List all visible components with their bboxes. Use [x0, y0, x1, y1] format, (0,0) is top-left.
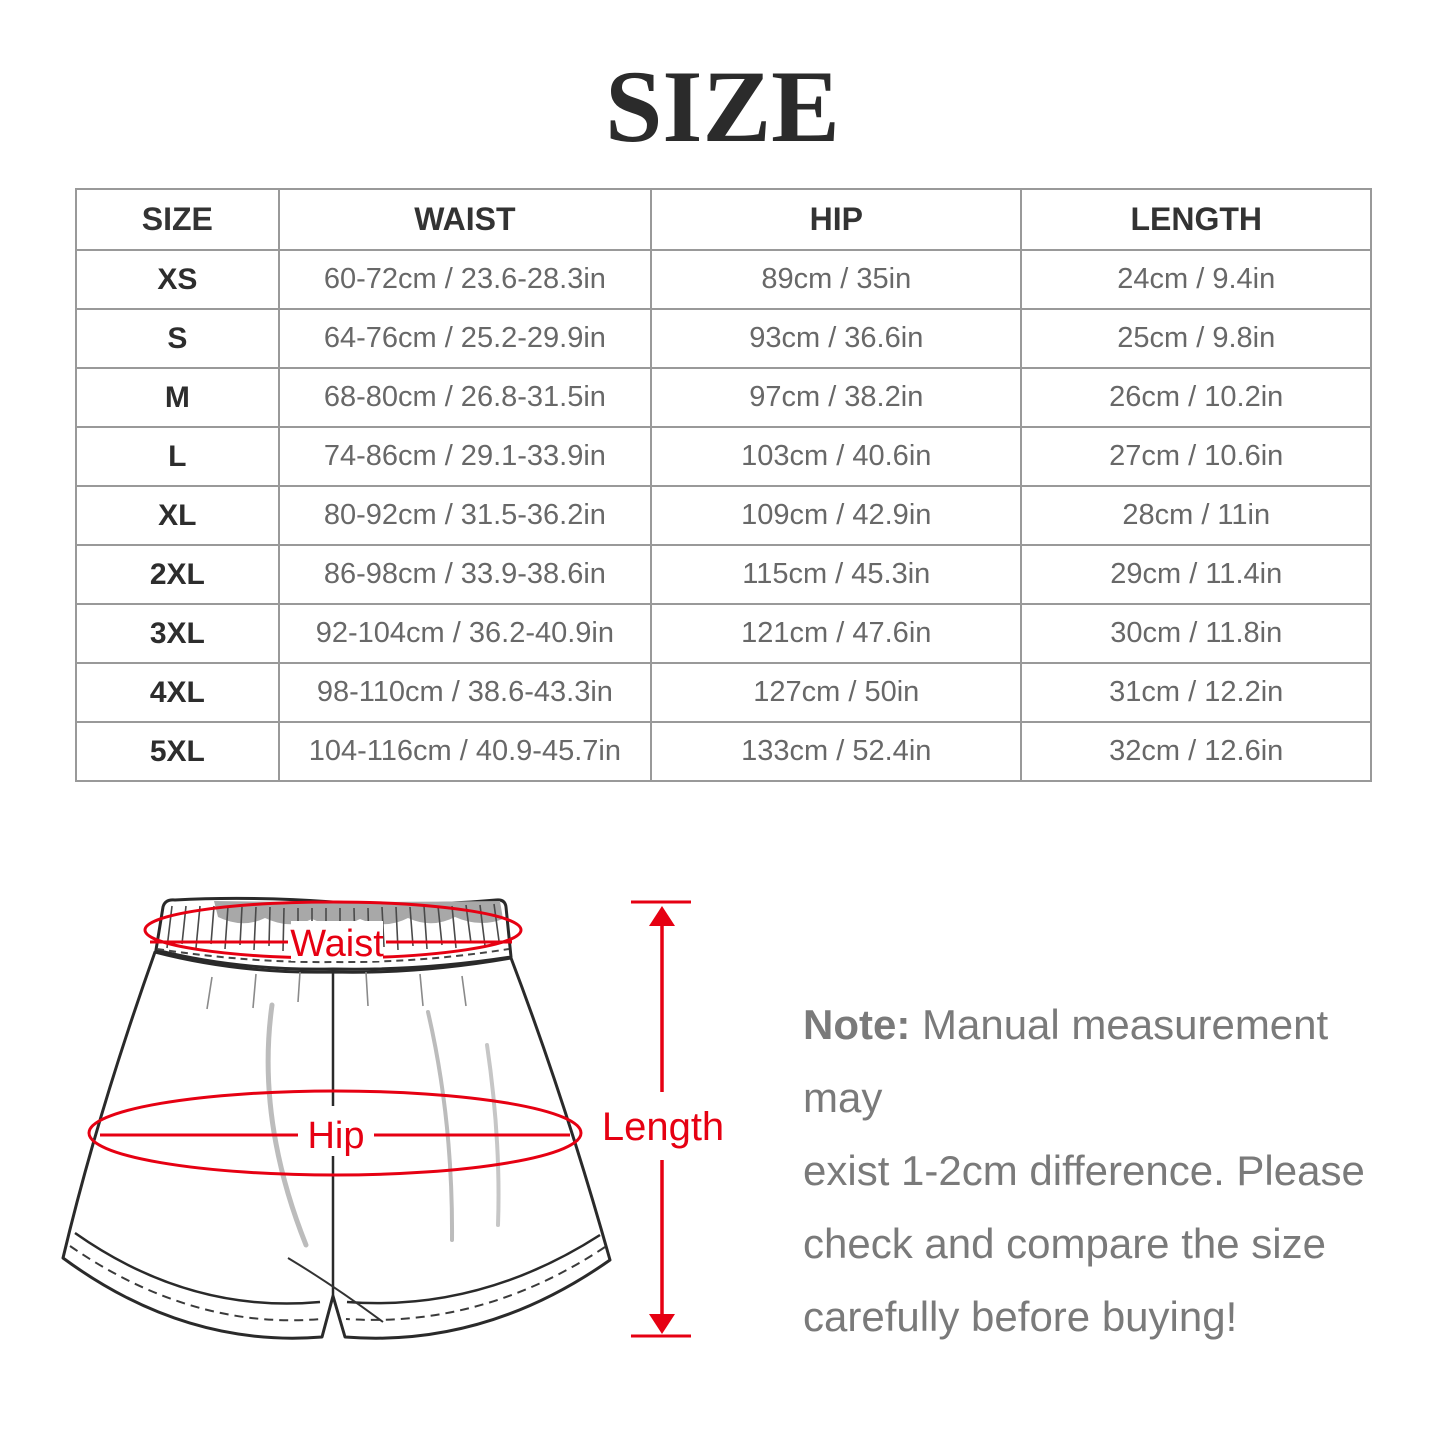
table-row — [76, 722, 1371, 781]
length-label: Length — [601, 1105, 725, 1149]
waist-cell: 104-116cm / 40.9-45.7in — [279, 722, 651, 781]
note-line1-rest: Manual measurement may — [803, 1001, 1329, 1121]
table-header-hip: HIP — [651, 189, 1021, 250]
hip-cell: 93cm / 36.6in — [651, 309, 1021, 368]
length-cell: 27cm / 10.6in — [1021, 427, 1371, 486]
hip-cell: 115cm / 45.3in — [651, 545, 1021, 604]
waist-cell: 80-92cm / 31.5-36.2in — [279, 486, 651, 545]
waist-cell: 98-110cm / 38.6-43.3in — [279, 663, 651, 722]
table-row — [76, 545, 1371, 604]
waist-cell: 68-80cm / 26.8-31.5in — [279, 368, 651, 427]
waist-cell: 92-104cm / 36.2-40.9in — [279, 604, 651, 663]
size-cell: 2XL — [76, 545, 279, 604]
size-cell: L — [76, 427, 279, 486]
table-header-row — [76, 189, 1371, 250]
note-line — [803, 988, 1378, 1134]
page-title: SIZE — [605, 50, 840, 164]
size-cell: XL — [76, 486, 279, 545]
hip-label: Hip — [307, 1115, 365, 1157]
waist-label: Waist — [290, 923, 384, 965]
size-cell: 5XL — [76, 722, 279, 781]
table-row — [76, 368, 1371, 427]
table-row — [76, 604, 1371, 663]
waist-cell: 74-86cm / 29.1-33.9in — [279, 427, 651, 486]
length-arrowhead-down — [649, 1314, 675, 1334]
table-header-size: SIZE — [76, 189, 279, 250]
length-cell: 25cm / 9.8in — [1021, 309, 1371, 368]
table-header-length: LENGTH — [1021, 189, 1371, 250]
length-cell: 31cm / 12.2in — [1021, 663, 1371, 722]
size-cell: M — [76, 368, 279, 427]
length-cell: 28cm / 11in — [1021, 486, 1371, 545]
hip-cell: 109cm / 42.9in — [651, 486, 1021, 545]
shorts-diagram — [0, 860, 760, 1445]
size-cell: 3XL — [76, 604, 279, 663]
size-table — [75, 188, 1372, 782]
waist-cell: 64-76cm / 25.2-29.9in — [279, 309, 651, 368]
length-cell: 26cm / 10.2in — [1021, 368, 1371, 427]
size-cell: S — [76, 309, 279, 368]
length-cell: 32cm / 12.6in — [1021, 722, 1371, 781]
size-cell: 4XL — [76, 663, 279, 722]
table-row — [76, 309, 1371, 368]
hip-cell: 121cm / 47.6in — [651, 604, 1021, 663]
hip-cell: 89cm / 35in — [651, 250, 1021, 309]
length-cell: 29cm / 11.4in — [1021, 545, 1371, 604]
table-row — [76, 427, 1371, 486]
table-row — [76, 486, 1371, 545]
note-line: carefully before buying! — [803, 1293, 1238, 1340]
table-row — [76, 663, 1371, 722]
note-line: check and compare the size — [803, 1220, 1326, 1267]
hip-cell: 97cm / 38.2in — [651, 368, 1021, 427]
note-label: Note: — [803, 1001, 911, 1048]
length-arrowhead-up — [649, 906, 675, 926]
hip-cell: 127cm / 50in — [651, 663, 1021, 722]
table-row — [76, 250, 1371, 309]
note-line: exist 1-2cm difference. Please — [803, 1147, 1365, 1194]
hip-cell: 133cm / 52.4in — [651, 722, 1021, 781]
size-cell: XS — [76, 250, 279, 309]
note-text — [803, 988, 1378, 1353]
table-header-waist: WAIST — [279, 189, 651, 250]
waist-cell: 60-72cm / 23.6-28.3in — [279, 250, 651, 309]
hip-cell: 103cm / 40.6in — [651, 427, 1021, 486]
length-arrow — [602, 902, 724, 1336]
length-cell: 30cm / 11.8in — [1021, 604, 1371, 663]
length-cell: 24cm / 9.4in — [1021, 250, 1371, 309]
waist-cell: 86-98cm / 33.9-38.6in — [279, 545, 651, 604]
